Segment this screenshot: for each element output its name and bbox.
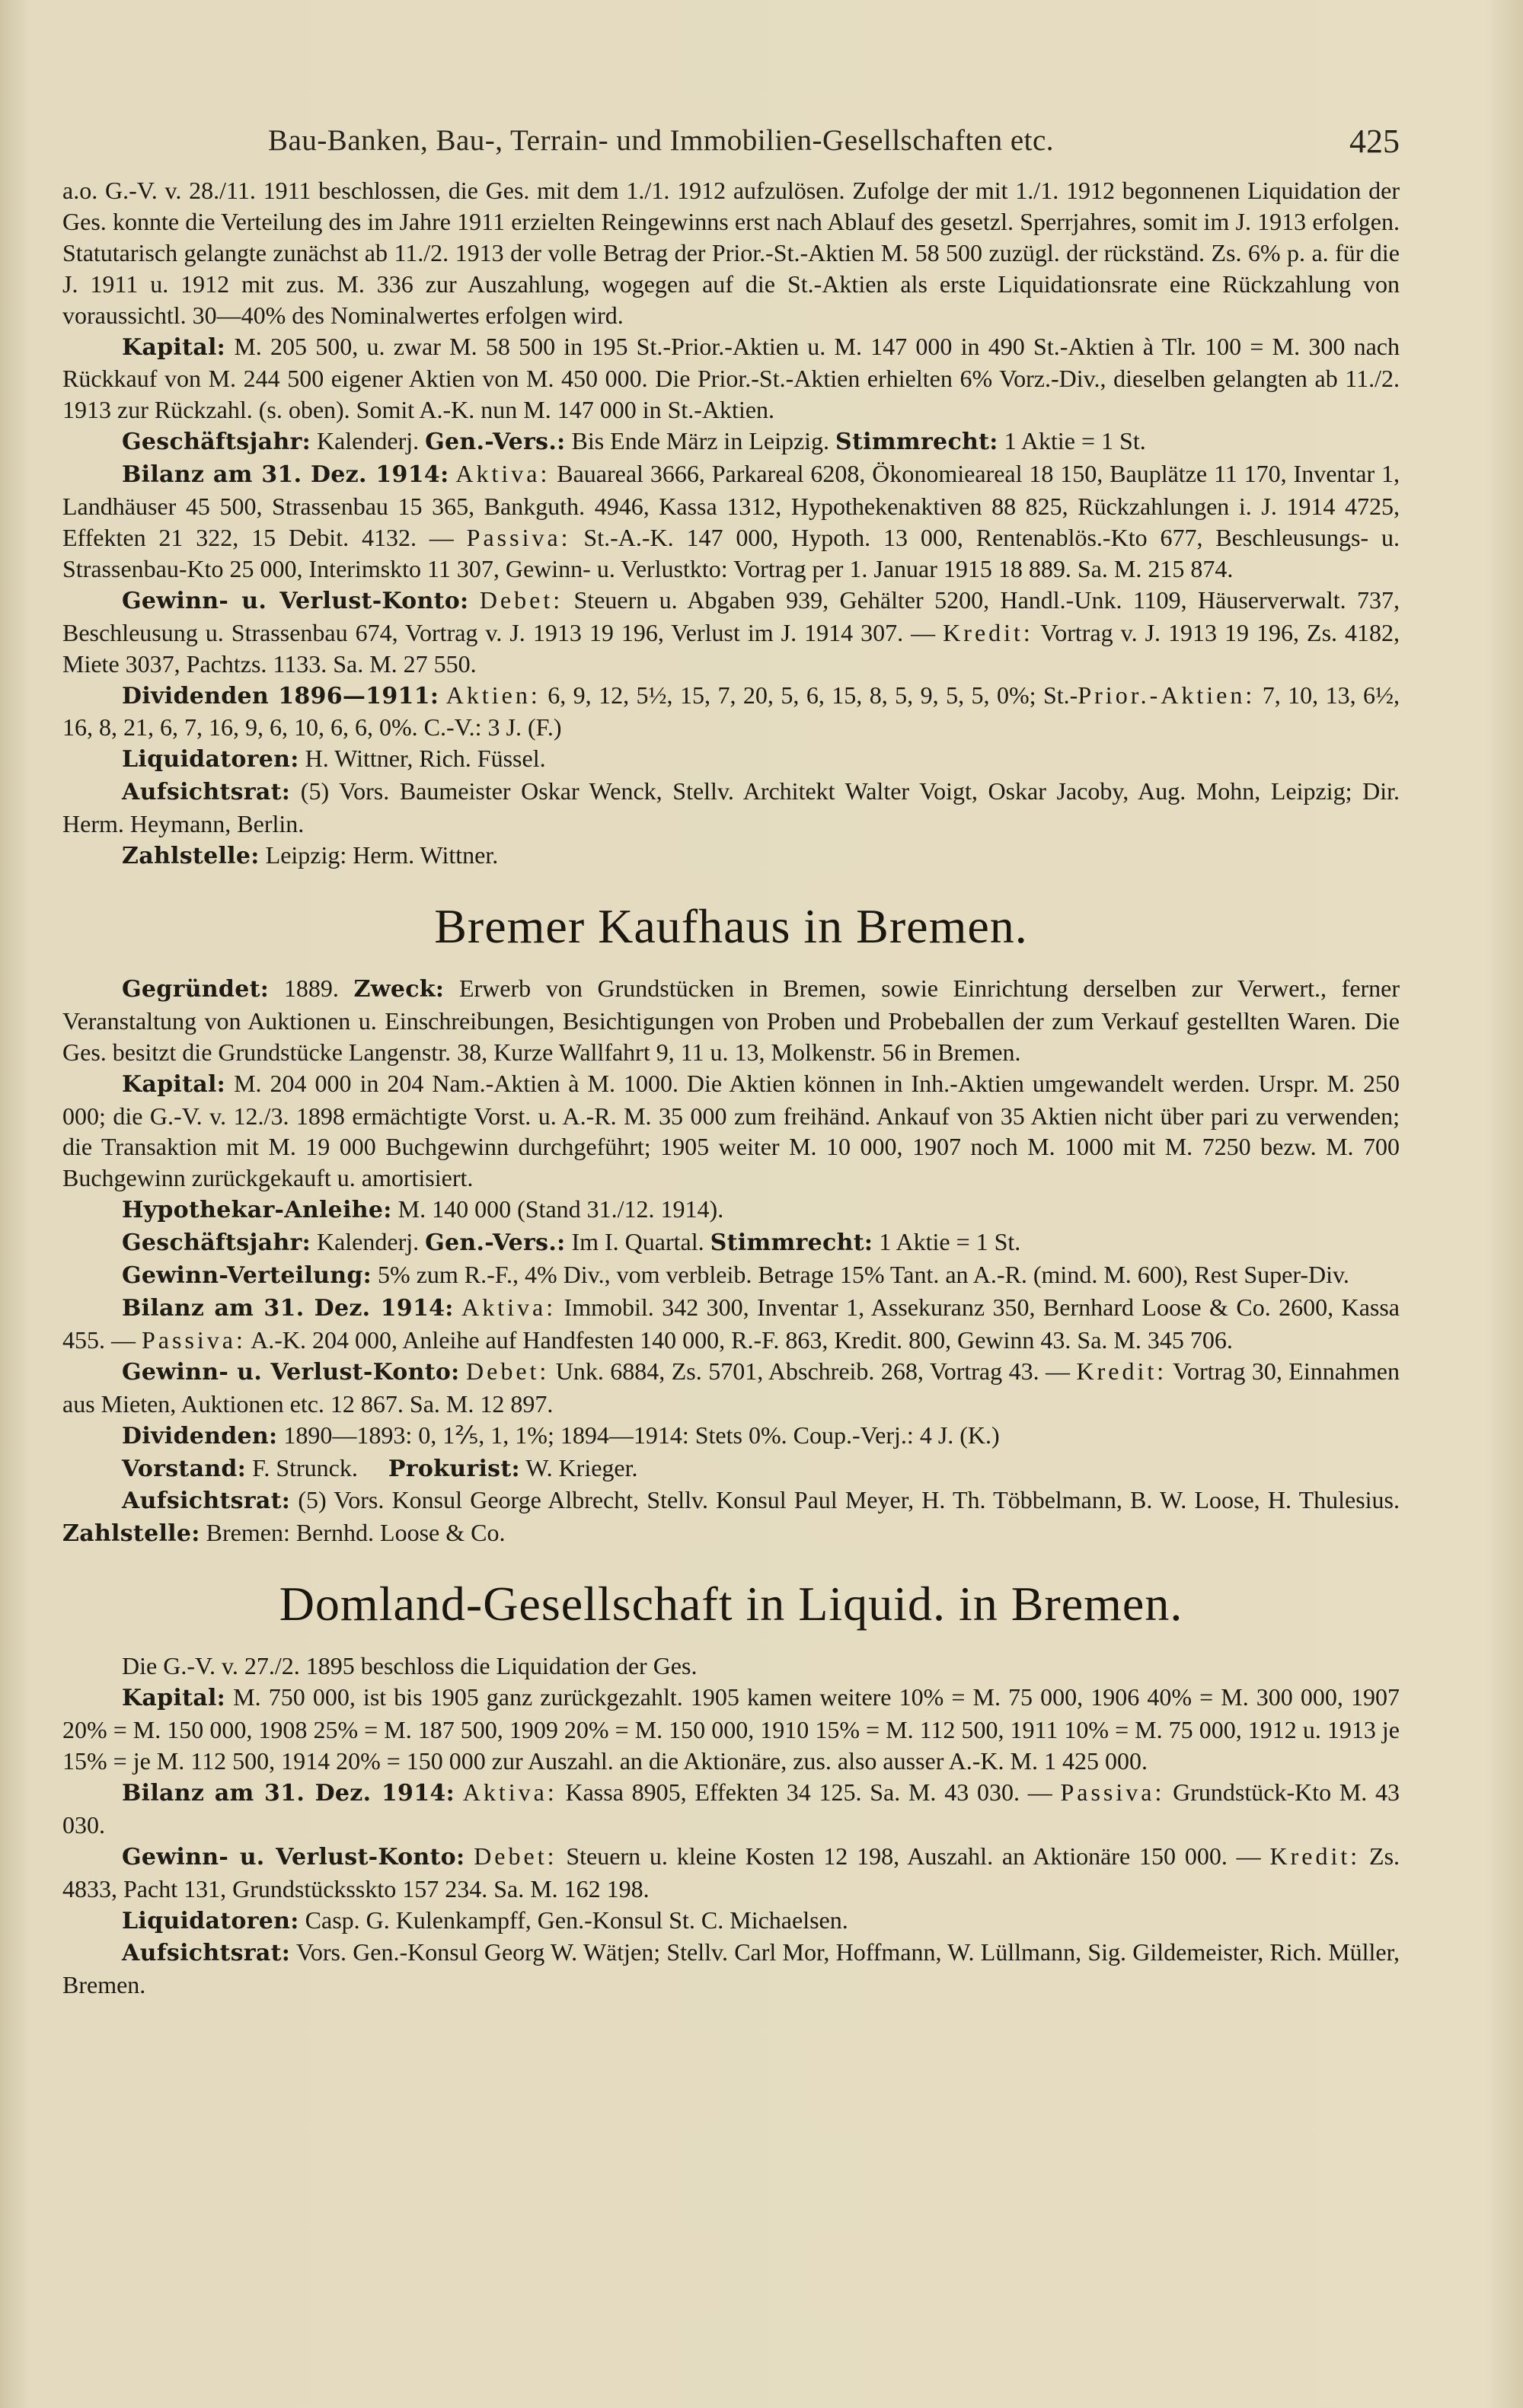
text: Bremen: Bernhd. Loose & Co. bbox=[206, 1519, 506, 1547]
running-header bbox=[62, 114, 1400, 175]
entry-gewinn-verteilung bbox=[62, 1259, 1400, 1292]
word-passiva: Passiva: bbox=[1060, 1778, 1165, 1806]
label-kapital: Kapital: bbox=[122, 1070, 226, 1098]
text: (5) Vors. Baumeister Oskar Wenck, Stellv. Architekt Walter Voigt, Oskar Jacoby, Aug. Mohn, Leipzig; Dir. Herm. Heymann, Berlin. bbox=[62, 777, 1400, 838]
text: M. 750 000, ist bis 1905 ganz zurückgezahlt. 1905 kamen weitere 10% = M. 75 000, 1906 40% = M. 300 000, 1907 20% = M. 150 000, 1908 25% = M. 187 500, 1909 20% = M. 150 000, 1910 15% = M. 112 500, 1911 10% = M. 75 000, 1912 u. 1913 je 15% = je M. 112 500, 1914 20% = 150 000 zur Auszahl. an die Aktionäre, zus. also ausser A.-K. M. 1 425 000. bbox=[62, 1683, 1400, 1775]
label-bilanz: Bilanz am 31. Dez. 1914: bbox=[122, 1295, 454, 1322]
word-kredit: Kredit: bbox=[1076, 1357, 1167, 1385]
entry-dividenden bbox=[62, 680, 1400, 744]
entry-kapital bbox=[62, 1682, 1400, 1777]
word-debet: Debet: bbox=[466, 1357, 550, 1385]
word-debet: Debet: bbox=[474, 1842, 557, 1870]
text: Die G.-V. v. 27./2. 1895 beschloss die Liquidation der Ges. bbox=[122, 1652, 698, 1680]
entry-vorstand bbox=[62, 1453, 1400, 1485]
label-gewinn-verlust: Gewinn- u. Verlust-Konto: bbox=[122, 1843, 465, 1871]
label-kapital: Kapital: bbox=[122, 333, 226, 361]
text: M. 204 000 in 204 Nam.-Aktien à M. 1000. Die Aktien können in Inh.-Aktien umgewandelt werden. Urspr. M. 250 000; die G.-V. v. 12./3. 1898 ermächtigte Vorst. u. A.-R. M. 35 000 zum freihänd. Ankauf von 35 Aktien nicht über pari zu verwenden; die Transaktion mit M. 19 000 Buchgewinn durchgeführt; 1905 weiter M. 10 000, 1907 noch M. 1000 mit M. 7250 bezw. M. 700 Buchgewinn zurückgekauft u. amortisiert. bbox=[62, 1069, 1400, 1192]
word-debet: Debet: bbox=[479, 585, 564, 614]
word-aktiva: Aktiva: bbox=[461, 1293, 557, 1321]
text: Kalenderj. bbox=[316, 1228, 420, 1256]
label-kapital: Kapital: bbox=[122, 1685, 226, 1712]
section-domland-gesellschaft bbox=[62, 1651, 1400, 2001]
label-dividenden: Dividenden: bbox=[122, 1422, 278, 1450]
label-zahlstelle: Zahlstelle: bbox=[62, 1520, 200, 1548]
text: Casp. G. Kulenkampff, Gen.-Konsul St. C. Michaelsen. bbox=[305, 1906, 848, 1934]
entry-liquidation bbox=[62, 1651, 1400, 1682]
label-liquidatoren: Liquidatoren: bbox=[122, 1907, 299, 1934]
text: Vortrag 30, Einnahmen aus Mieten, Auktionen etc. 12 867. Sa. M. 12 897. bbox=[62, 1357, 1400, 1418]
word-prior-aktien: Prior.-Aktien: bbox=[1078, 681, 1256, 709]
text: Im I. Quartal. bbox=[571, 1228, 704, 1256]
text: St.-A.-K. 147 000, Hypoth. 13 000, Rentenablös.-Kto 677, Beschleusungs- u. Strassenbau-Kto 25 000, Interimskto 11 307, Gewinn- u. Verlustkto: Vortrag per 1. Januar 1915 18 889. Sa. M. 215 874. bbox=[62, 523, 1400, 582]
text: F. Strunck. bbox=[252, 1453, 358, 1481]
text: 1889. bbox=[283, 974, 339, 1002]
header-title: Bau-Banken, Bau-, Terrain- und Immobilien-Gesellschaften etc. bbox=[268, 124, 1055, 157]
entry-liquidatoren bbox=[62, 1905, 1400, 1938]
label-gen-vers: Gen.-Vers.: bbox=[425, 1230, 566, 1257]
entry-bilanz bbox=[62, 458, 1400, 585]
text: W. Krieger. bbox=[525, 1453, 638, 1481]
text: Bis Ende März in Leipzig. bbox=[571, 427, 830, 455]
heading-domland-gesellschaft: Domland-Gesellschaft in Liquid. in Bremen. bbox=[279, 1577, 1183, 1631]
label-liquidatoren: Liquidatoren: bbox=[122, 746, 299, 773]
label-aufsichtsrat: Aufsichtsrat: bbox=[122, 1488, 291, 1515]
word-aktiva: Aktiva: bbox=[455, 460, 551, 488]
label-zweck: Zweck: bbox=[353, 975, 445, 1003]
paragraph-liquidation bbox=[62, 175, 1400, 331]
entry-gegruendet bbox=[62, 973, 1400, 1068]
page-number: 425 bbox=[1349, 123, 1400, 160]
text: H. Wittner, Rich. Füssel. bbox=[305, 745, 546, 773]
text: Steuern u. Abgaben 939, Gehälter 5200, Handl.-Unk. 1109, Häuserverwalt. 737, Beschleusung u. Strassenbau 674, Vortrag v. J. 1913 19 196, Verlust im J. 1914 307. — bbox=[62, 585, 1400, 646]
entry-liquidatoren bbox=[62, 743, 1400, 776]
text: Vortrag v. J. 1913 19 196, Zs. 4182, Miete 3037, Pachtzs. 1133. Sa. M. 27 550. bbox=[62, 618, 1400, 678]
label-zahlstelle: Zahlstelle: bbox=[122, 843, 260, 870]
text: Bauareal 3666, Parkareal 6208, Ökonomieareal 18 150, Bauplätze 11 170, Inventar 1, Landhäuser 45 500, Strassenbau 15 365, Bankguth. 4946, Kassa 1312, Hypothekenaktiven 88 825, Rückzahlungen i. J. 1914 4725, Effekten 21 322, 15 Debit. 4132. — bbox=[62, 460, 1400, 551]
text: Immobil. 342 300, Inventar 1, Assekuranz 350, Bernhard Loose & Co. 2600, Kassa 455. — bbox=[62, 1293, 1400, 1354]
label-geschaeftsjahr: Geschäftsjahr: bbox=[122, 429, 311, 456]
text: Erwerb von Grundstücken in Bremen, sowie Einrichtung derselben zur Verwert., ferner Veranstaltung von Auktionen u. Einschreibungen, Besichtigungen von Proben und Probeballen der zum Verkauf gestellten Waren. Die Ges. besitzt die Grundstücke Langenstr. 38, Kurze Wallfahrt 9, 11 u. 13, Molkenstr. 56 in Bremen. bbox=[62, 974, 1400, 1066]
heading-bremer-kaufhaus: Bremer Kaufhaus in Bremen. bbox=[434, 898, 1028, 953]
entry-geschaeftsjahr bbox=[62, 426, 1400, 458]
text: 6, 9, 12, 5½, 15, 7, 20, 5, 6, 15, 8, 5, 9, 5, 5, 0%; St.- bbox=[548, 681, 1078, 709]
entry-gewinn-verlust bbox=[62, 1841, 1400, 1905]
label-gegruendet: Gegründet: bbox=[122, 975, 270, 1003]
entry-gewinn-verlust bbox=[62, 585, 1400, 680]
entry-bilanz bbox=[62, 1292, 1400, 1356]
word-aktien: Aktien: bbox=[445, 681, 541, 709]
section-bremer-kaufhaus bbox=[62, 973, 1400, 1550]
text: 1 Aktie = 1 St. bbox=[879, 1228, 1021, 1256]
label-gewinn-verlust: Gewinn- u. Verlust-Konto: bbox=[122, 587, 469, 614]
text: M. 140 000 (Stand 31./12. 1914). bbox=[398, 1195, 724, 1223]
text: A.-K. 204 000, Anleihe auf Handfesten 140 000, R.-F. 863, Kredit. 800, Gewinn 43. Sa. M. 345 706. bbox=[251, 1325, 1233, 1354]
text: Leipzig: Herm. Wittner. bbox=[265, 841, 499, 869]
text: Steuern u. kleine Kosten 12 198, Auszahl. an Aktionäre 150 000. — bbox=[566, 1842, 1261, 1870]
entry-aufsichtsrat bbox=[62, 776, 1400, 840]
text: Grundstück-Kto M. 43 030. bbox=[62, 1778, 1400, 1839]
label-prokurist: Prokurist: bbox=[388, 1455, 520, 1482]
text-column bbox=[62, 114, 1400, 2001]
text: Kalenderj. bbox=[316, 427, 420, 455]
label-bilanz: Bilanz am 31. Dez. 1914: bbox=[122, 1779, 455, 1807]
label-stimmrecht: Stimmrecht: bbox=[835, 429, 998, 456]
text: 5% zum R.-F., 4% Div., vom verbleib. Betrage 15% Tant. an A.-R. (mind. M. 600), Rest Super-Div. bbox=[378, 1261, 1349, 1289]
text: Vors. Gen.-Konsul Georg W. Wätjen; Stellv. Carl Mor, Hoffmann, W. Lüllmann, Sig. Gildemeister, Rich. Müller, Bremen. bbox=[62, 1938, 1400, 1999]
word-passiva: Passiva: bbox=[142, 1325, 246, 1354]
entry-aufsichtsrat bbox=[62, 1937, 1400, 2001]
entry-aufsichtsrat bbox=[62, 1485, 1400, 1550]
text: Zs. 4833, Pacht 131, Grundstücksskto 157 234. Sa. M. 162 198. bbox=[62, 1842, 1400, 1902]
text: 7, 10, 13, 6½, 16, 8, 21, 6, 7, 16, 9, 6, 10, 6, 6, 0%. C.-V.: 3 J. (F.) bbox=[62, 681, 1400, 742]
label-vorstand: Vorstand: bbox=[122, 1455, 247, 1482]
word-aktiva: Aktiva: bbox=[462, 1778, 557, 1806]
label-stimmrecht: Stimmrecht: bbox=[710, 1230, 873, 1257]
text: Unk. 6884, Zs. 5701, Abschreib. 268, Vortrag 43. — bbox=[555, 1357, 1071, 1385]
text: M. 205 500, u. zwar M. 58 500 in 195 St.-Prior.-Aktien u. M. 147 000 in 490 St.-Aktien à Tlr. 100 = M. 300 nach Rückkauf von M. 244 500 eigener Aktien von M. 450 000. Die Prior.-St.-Aktien erhielten 6% Vorz.-Div., dieselben gelangten ab 11./2. 1913 zur Rückzahl. (s. oben). Somit A.-K. nun M. 147 000 in St.-Aktien. bbox=[62, 332, 1400, 424]
label-dividenden: Dividenden 1896—1911: bbox=[122, 682, 439, 710]
label-aufsichtsrat: Aufsichtsrat: bbox=[122, 779, 291, 806]
entry-dividenden bbox=[62, 1420, 1400, 1453]
label-gewinn-verteilung: Gewinn-Verteilung: bbox=[122, 1262, 372, 1290]
label-bilanz: Bilanz am 31. Dez. 1914: bbox=[122, 461, 449, 489]
text: 1890—1893: 0, 1⅖, 1, 1%; 1894—1914: Stets 0%. Coup.-Verj.: 4 J. (K.) bbox=[283, 1421, 1000, 1449]
label-hypothekar-anleihe: Hypothekar-Anleihe: bbox=[122, 1197, 392, 1224]
label-gewinn-verlust: Gewinn- u. Verlust-Konto: bbox=[122, 1358, 460, 1386]
word-passiva: Passiva: bbox=[466, 523, 571, 551]
text: Kassa 8905, Effekten 34 125. Sa. M. 43 030. — bbox=[565, 1778, 1052, 1806]
entry-zahlstelle bbox=[62, 840, 1400, 872]
entry-gewinn-verlust bbox=[62, 1356, 1400, 1420]
label-aufsichtsrat: Aufsichtsrat: bbox=[122, 1940, 291, 1967]
word-kredit: Kredit: bbox=[1269, 1842, 1361, 1870]
label-gen-vers: Gen.-Vers.: bbox=[425, 429, 566, 456]
text: a.o. G.-V. v. 28./11. 1911 beschlossen, die Ges. mit dem 1./1. 1912 aufzulösen. Zufolge der mit 1./1. 1912 begonnenen Liquidation der Ges. konnte die Verteilung des im Jahre 1911 erzielten Reingewinns erst nach Ablauf des gesetzl. Sperrjahres, somit im J. 1913 erfolgen. Statutarisch gelangte zunächst ab 11./2. 1913 der volle Betrag der Prior.-St.-Aktien M. 58 500 zuzügl. der rückständ. Zs. 6% p. a. für die J. 1911 u. 1912 mit zus. M. 336 zur Auszahlung, wogegen auf die St.-Aktien als erste Liquidationsrate eine Rückzahlung von voraussichtl. 30—40% des Nominalwertes erfolgen wird. bbox=[62, 177, 1400, 329]
section-continuation bbox=[62, 175, 1400, 872]
entry-kapital bbox=[62, 331, 1400, 426]
text: (5) Vors. Konsul George Albrecht, Stellv. Konsul Paul Meyer, H. Th. Többelmann, B. W. Loose, H. Thulesius. bbox=[298, 1486, 1400, 1514]
label-geschaeftsjahr: Geschäftsjahr: bbox=[122, 1230, 311, 1257]
text: 1 Aktie = 1 St. bbox=[1004, 427, 1146, 455]
word-kredit: Kredit: bbox=[943, 618, 1033, 646]
entry-hypothekar-anleihe bbox=[62, 1194, 1400, 1226]
entry-bilanz bbox=[62, 1777, 1400, 1841]
entry-kapital bbox=[62, 1068, 1400, 1194]
entry-geschaeftsjahr bbox=[62, 1226, 1400, 1259]
